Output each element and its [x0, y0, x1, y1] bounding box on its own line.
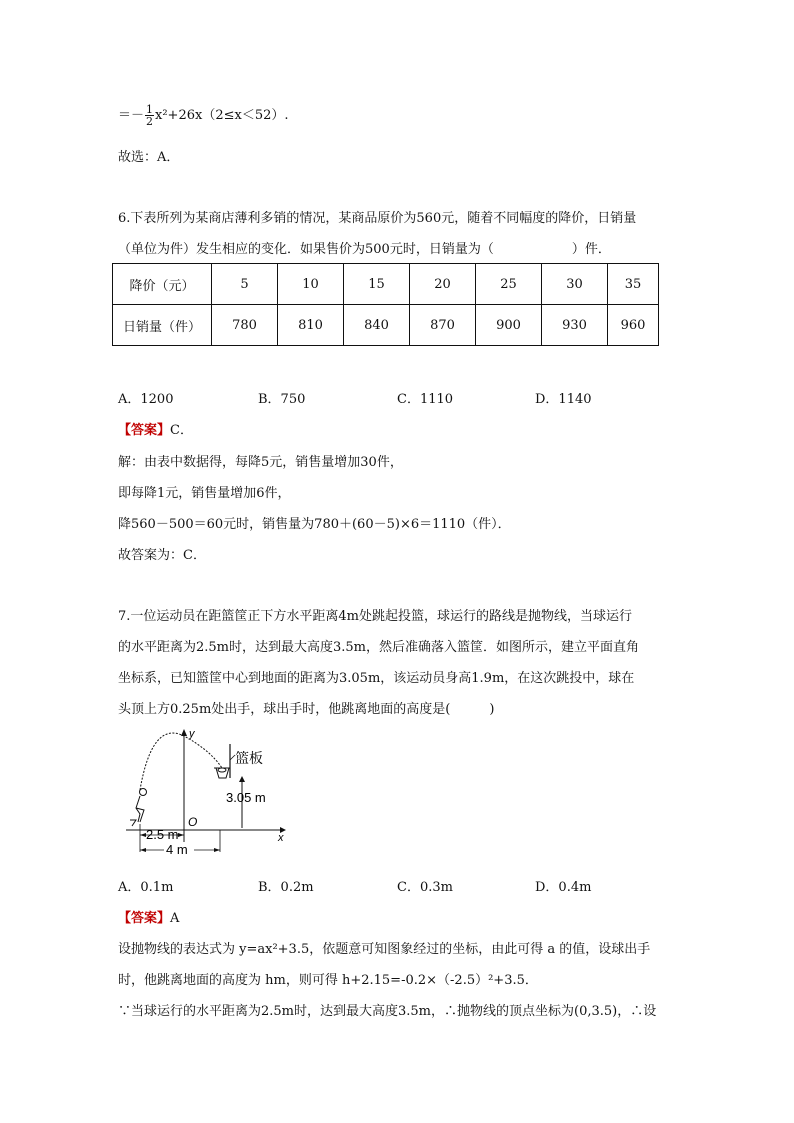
table-row	[113, 305, 659, 346]
q7-solution-line-1: 设抛物线的表达式为 y=ax²+3.5，依题意可知图象经过的坐标，由此可得 a 的值，设球出手	[118, 942, 651, 957]
q7-stem-line-2: 的水平距离为2.5m时，达到最大高度3.5m，然后准确落入篮筐．如图所示，建立平面直角	[118, 640, 640, 655]
q7-stem-line-1: 7.一位运动员在距篮筐正下方水平距离4m处跳起投篮，球运行的路线是抛物线，当球运行	[118, 609, 633, 624]
height-arrow-head-icon	[239, 776, 245, 782]
hoop-icon	[214, 768, 230, 778]
table-cell: 870	[410, 305, 476, 346]
q6-stem-line-1: 6.下表所列为某商店薄利多销的情况，某商品原价为560元，随着不同幅度的降价，日销量	[118, 211, 637, 226]
table-cell: 810	[278, 305, 344, 346]
q7-stem-line-3: 坐标系，已知篮筐中心到地面的距离为3.05m，该运动员身高1.9m，在这次跳投中，球在	[118, 671, 635, 686]
table-cell: 840	[344, 305, 410, 346]
q6-option-d: D．1140	[535, 392, 592, 407]
table-cell: 25	[476, 264, 542, 305]
q6-solution-line-4: 故答案为：C．	[118, 548, 206, 563]
q7-solution-line-2: 时，他跳离地面的高度为 hm，则可得 h+2.15=-0.2×（-2.5）²+3.5．	[118, 973, 538, 988]
table-row	[113, 264, 659, 305]
q7-solution-line-3: ∵当球运行的水平距离为2.5m时，达到最大高度3.5m，∴抛物线的顶点坐标为(0,3.5)，∴设	[118, 1004, 657, 1019]
table-cell: 930	[542, 305, 608, 346]
table-cell: 900	[476, 305, 542, 346]
q6-option-c: C．1110	[397, 392, 454, 407]
answer-tag: 【答案】	[118, 911, 171, 926]
table-cell: 960	[608, 305, 659, 346]
formula-prefix: ＝－	[118, 108, 145, 123]
table-row-label: 降价（元）	[113, 264, 212, 305]
prev-formula	[118, 104, 289, 127]
height-label: 3.05 m	[226, 790, 266, 805]
backboard-label: 篮板	[235, 750, 263, 766]
answer-tag: 【答案】	[118, 423, 171, 438]
table-cell: 15	[344, 264, 410, 305]
table-cell: 35	[608, 264, 659, 305]
q7-answer	[118, 907, 179, 926]
q6-stem-line-2: （单位为件）发生相应的变化．如果售价为500元时，日销量为（ ）件．	[118, 242, 611, 257]
formula-rest: x²+26x（2≤x＜52）.	[155, 108, 289, 123]
fraction-denominator: 2	[146, 115, 154, 128]
dim-4-label: 4 m	[166, 842, 188, 857]
q6-solution-line-2: 即每降1元，销售量增加6件，	[118, 486, 291, 501]
answer-value: A	[170, 911, 180, 926]
y-axis-label: y	[189, 728, 195, 740]
dim-arrow-icon	[140, 848, 146, 852]
ball-trajectory	[140, 733, 222, 790]
q6-solution-line-3: 降560－500＝60元时，销售量为780＋(60－5)×6＝1110（件）．	[118, 517, 511, 532]
q7-stem-line-4: 头顶上方0.25m处出手，球出手时，他跳离地面的高度是( )	[118, 702, 495, 717]
y-axis-arrow-icon	[181, 729, 187, 736]
q6-answer	[118, 419, 193, 438]
table-cell: 780	[212, 305, 278, 346]
dim-arrow-icon	[178, 833, 184, 837]
player-icon	[130, 789, 147, 827]
table-cell: 10	[278, 264, 344, 305]
q6-solution-line-1: 解：由表中数据得，每降5元，销售量增加30件，	[118, 455, 403, 470]
q7-option-d: D．0.4m	[535, 880, 592, 895]
basketball-figure	[118, 722, 298, 862]
q6-option-b: B．750	[258, 392, 306, 407]
fraction-numerator: 1	[146, 103, 154, 116]
q6-option-a: A．1200	[118, 392, 174, 407]
answer-value: C．	[170, 423, 193, 438]
dim-2-5-label: 2.5 m	[146, 827, 179, 842]
q7-option-a: A．0.1m	[118, 880, 174, 895]
fraction	[145, 104, 154, 127]
x-axis-label: x	[278, 832, 284, 844]
table-cell: 5	[212, 264, 278, 305]
dim-arrow-icon	[214, 848, 220, 852]
table-cell: 30	[542, 264, 608, 305]
origin-label: O	[188, 815, 198, 829]
q7-option-c: C．0.3m	[397, 880, 453, 895]
table-cell: 20	[410, 264, 476, 305]
price-sales-table	[112, 263, 659, 346]
prev-choice: 故选：A．	[118, 150, 180, 165]
table-row-label: 日销量（件）	[113, 305, 212, 346]
q7-option-b: B．0.2m	[258, 880, 314, 895]
